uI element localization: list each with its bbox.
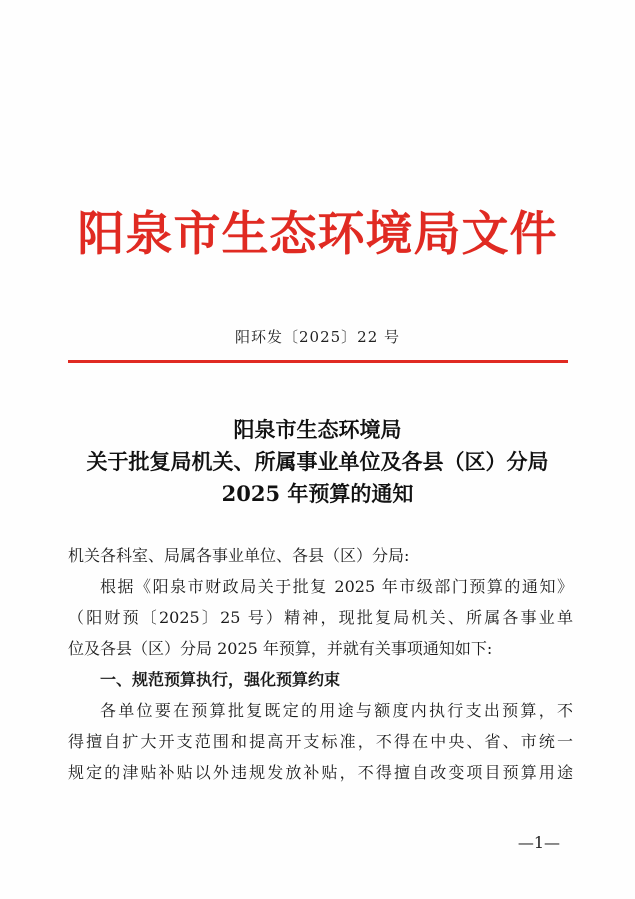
- paragraph-2: [68, 695, 573, 788]
- document-number: 阳环发〔2025〕22 号: [234, 328, 401, 346]
- section-1-heading: 一、规范预算执行，强化预算约束: [100, 670, 341, 689]
- paragraph-2-line-1: 各单位要在预算批复既定的用途与额度内执行支出预算，不: [100, 701, 573, 720]
- document-header-title: 阳泉市生态环境局文件: [77, 207, 558, 262]
- red-separator-line: [68, 360, 568, 363]
- notice-title-line-2: 关于批复局机关、所属事业单位及各县（区）分局: [86, 449, 549, 474]
- paragraph-1: [68, 571, 573, 664]
- paragraph-2-line-3: 规定的津贴补贴以外违规发放补贴，不得擅自改变项目预算用途: [68, 763, 573, 782]
- page-number: —1—: [517, 833, 560, 852]
- notice-body: [68, 540, 573, 788]
- paragraph-1-line-3: 位及各县（区）分局 2025 年预算，并就有关事项通知如下:: [68, 639, 493, 658]
- notice-title-line-1: 阳泉市生态环境局: [233, 417, 402, 442]
- addressee-line: 机关各科室、局属各事业单位、各县（区）分局:: [68, 546, 410, 565]
- paragraph-1-line-2: （阳财预〔2025〕25 号）精神，现批复局机关、所属各事业单: [68, 608, 573, 627]
- paragraph-1-line-1: 根据《阳泉市财政局关于批复 2025 年市级部门预算的通知》: [100, 577, 573, 596]
- notice-title: [0, 414, 635, 510]
- paragraph-2-line-2: 得擅自扩大开支范围和提高开支标准，不得在中央、省、市统一: [68, 732, 573, 751]
- notice-title-line-3: 2025 年预算的通知: [221, 481, 414, 506]
